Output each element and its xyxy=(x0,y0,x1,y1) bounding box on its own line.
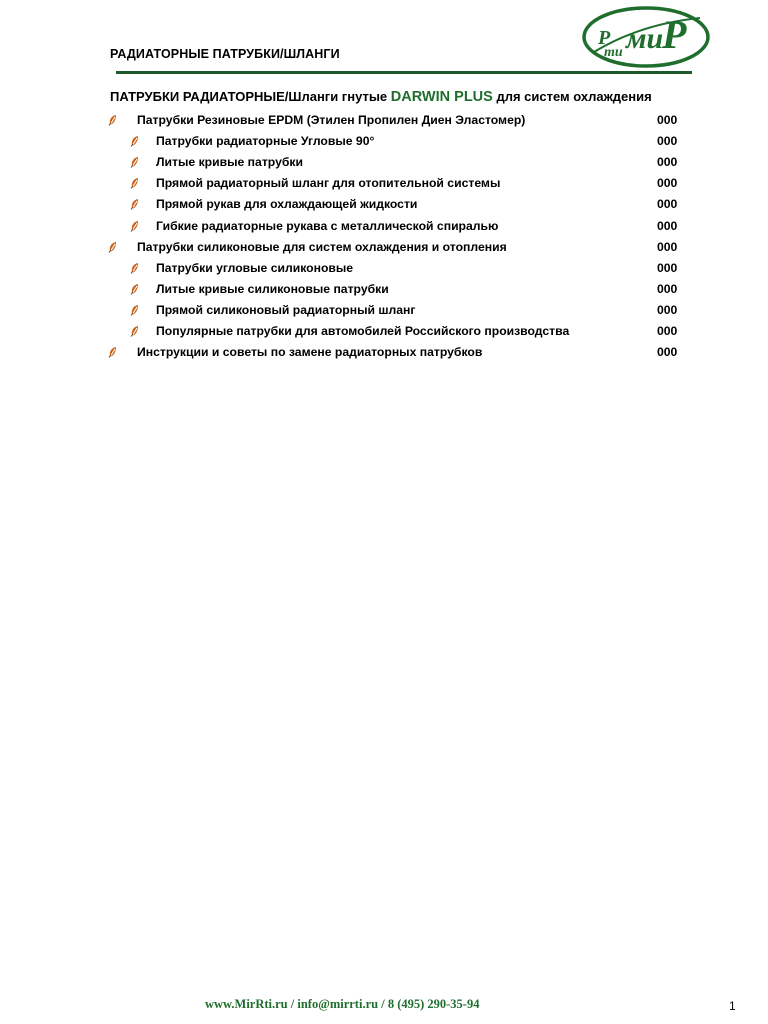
leaf-bullet-icon xyxy=(108,346,118,358)
leaf-bullet-icon xyxy=(130,156,140,168)
footer-separator: / xyxy=(378,997,388,1011)
toc-entry-label: Гибкие радиаторные рукава с металлической спиралью xyxy=(156,218,499,233)
page-number: 1 xyxy=(729,999,736,1013)
toc-entry[interactable] xyxy=(0,301,768,321)
toc-entry[interactable] xyxy=(0,174,768,194)
toc-entry[interactable] xyxy=(0,111,768,131)
toc-entry-label: Патрубки радиаторные Угловые 90° xyxy=(156,134,375,149)
toc-entry-label: Прямой радиаторный шланг для отопительной системы xyxy=(156,176,501,191)
leaf-bullet-icon xyxy=(130,198,140,210)
toc-entry[interactable] xyxy=(0,153,768,173)
leaf-bullet-icon xyxy=(130,283,140,295)
leaf-bullet-icon xyxy=(108,114,118,126)
section-heading xyxy=(110,89,652,105)
toc-entry-page: 000 xyxy=(657,113,678,127)
footer-phone: 8 (495) 290-35-94 xyxy=(387,997,480,1011)
toc-entry-page: 000 xyxy=(657,176,678,191)
toc-entry-label: Патрубки силиконовые для систем охлаждения и отопления xyxy=(137,239,507,254)
leaf-bullet-icon xyxy=(108,241,118,253)
leaf-bullet-icon xyxy=(130,177,140,189)
toc-entry[interactable] xyxy=(0,217,768,237)
toc-entry-page: 000 xyxy=(657,239,678,254)
leaf-bullet-icon xyxy=(130,135,140,147)
toc-entry-label: Литые кривые силиконовые патрубки xyxy=(156,281,389,296)
toc-entry[interactable] xyxy=(0,195,768,215)
toc-entry-label: Литые кривые патрубки xyxy=(156,155,303,170)
toc-entry-page: 000 xyxy=(657,302,678,317)
toc-entry-page: 000 xyxy=(657,218,678,233)
svg-text:Р: Р xyxy=(598,27,611,49)
footer-separator: / xyxy=(287,997,298,1011)
toc-entry-label: Патрубки угловые силиконовые xyxy=(156,260,354,275)
company-logo xyxy=(580,4,712,70)
toc-entry-page: 000 xyxy=(657,197,678,212)
toc-entry-label: Прямой силиконовый радиаторный шланг xyxy=(156,302,416,317)
toc-entry[interactable] xyxy=(0,132,768,152)
toc-entry[interactable] xyxy=(0,322,768,342)
heading-suffix: для систем охлаждения xyxy=(492,89,652,104)
document-title: РАДИАТОРНЫЕ ПАТРУБКИ/ШЛАНГИ xyxy=(110,47,340,61)
heading-brand: DARWIN PLUS xyxy=(390,89,493,105)
leaf-bullet-icon xyxy=(130,325,140,337)
footer-website-link[interactable]: www.MirRti.ru xyxy=(205,997,288,1011)
svg-text:ми: ми xyxy=(626,22,664,55)
svg-text:ти: ти xyxy=(604,45,623,60)
leaf-bullet-icon xyxy=(130,262,140,274)
header-divider xyxy=(116,71,692,74)
toc-entry-page: 000 xyxy=(657,134,678,149)
toc-entry-page: 000 xyxy=(657,281,678,296)
heading-prefix: ПАТРУБКИ РАДИАТОРНЫЕ/Шланги гнутые xyxy=(110,89,391,104)
svg-text:Р: Р xyxy=(662,12,687,57)
toc-entry-page: 000 xyxy=(657,345,678,360)
leaf-bullet-icon xyxy=(130,304,140,316)
footer-email-link[interactable]: info@mirrti.ru xyxy=(297,997,379,1011)
toc-entry-label: Популярные патрубки для автомобилей Российского производства xyxy=(156,324,570,338)
toc-entry-page: 000 xyxy=(657,260,678,275)
toc-entry-page: 000 xyxy=(657,155,678,170)
toc-entry-page: 000 xyxy=(657,324,678,338)
page-footer xyxy=(205,997,479,1012)
toc-entry[interactable] xyxy=(0,343,768,363)
toc-entry[interactable] xyxy=(0,238,768,258)
toc-entry[interactable] xyxy=(0,280,768,300)
leaf-bullet-icon xyxy=(130,220,140,232)
toc-entry-label: Прямой рукав для охлаждающей жидкости xyxy=(156,197,418,212)
toc-entry-label: Инструкции и советы по замене радиаторных патрубков xyxy=(137,345,483,360)
toc-entry-label: Патрубки Резиновые EPDM (Этилен Пропилен Диен Эластомер) xyxy=(137,113,526,127)
toc-entry[interactable] xyxy=(0,259,768,279)
